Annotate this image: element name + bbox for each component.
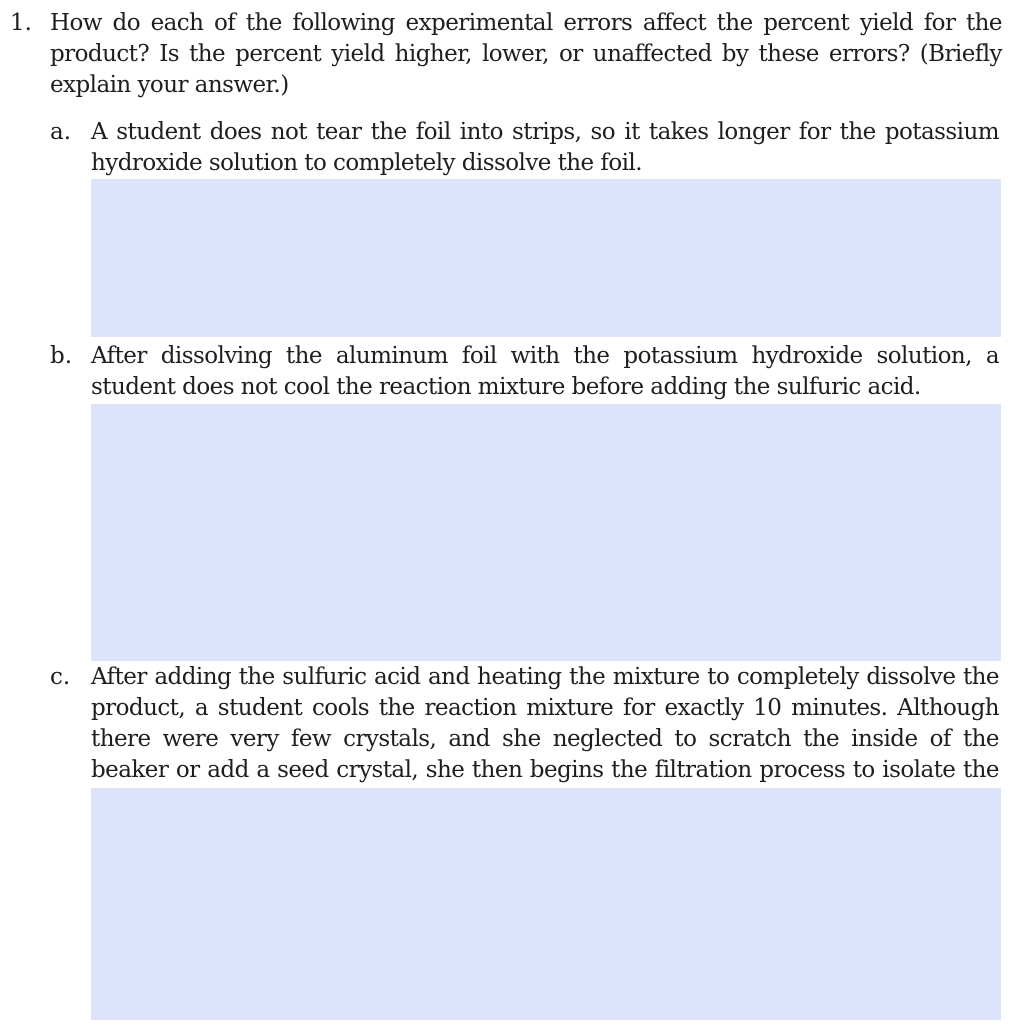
answer-field-a[interactable] — [91, 179, 1001, 337]
item-c-letter: c. — [50, 664, 71, 690]
item-c-text: After adding the sulfuric acid and heating the mixture to completely dissolve the product, a student cools the reaction mixture for exactly 10 minutes. Although there were very few crystals, and she neglected to scratch the inside of the beaker or add a seed crystal, she then begins the filtration process to isolate the — [91, 664, 999, 783]
item-a-text: A student does not tear the foil into strips, so it takes longer for the potassium hydroxide solution to completely dissolve the foil. — [91, 119, 999, 176]
item-a-letter: a. — [50, 119, 72, 145]
question-text: How do each of the following experimental errors affect the percent yield for the product? Is the percent yield higher, lower, or unaffected by these errors? (Briefly explain your answer.) — [50, 10, 1002, 98]
item-b-letter: b. — [50, 343, 73, 369]
answer-field-b[interactable] — [91, 404, 1001, 661]
question-number: 1. — [10, 10, 32, 36]
item-b-text: After dissolving the aluminum foil with the potassium hydroxide solution, a student does not cool the reaction mixture before adding the sulfuric acid. — [91, 343, 999, 400]
answer-field-c[interactable] — [91, 788, 1001, 1020]
